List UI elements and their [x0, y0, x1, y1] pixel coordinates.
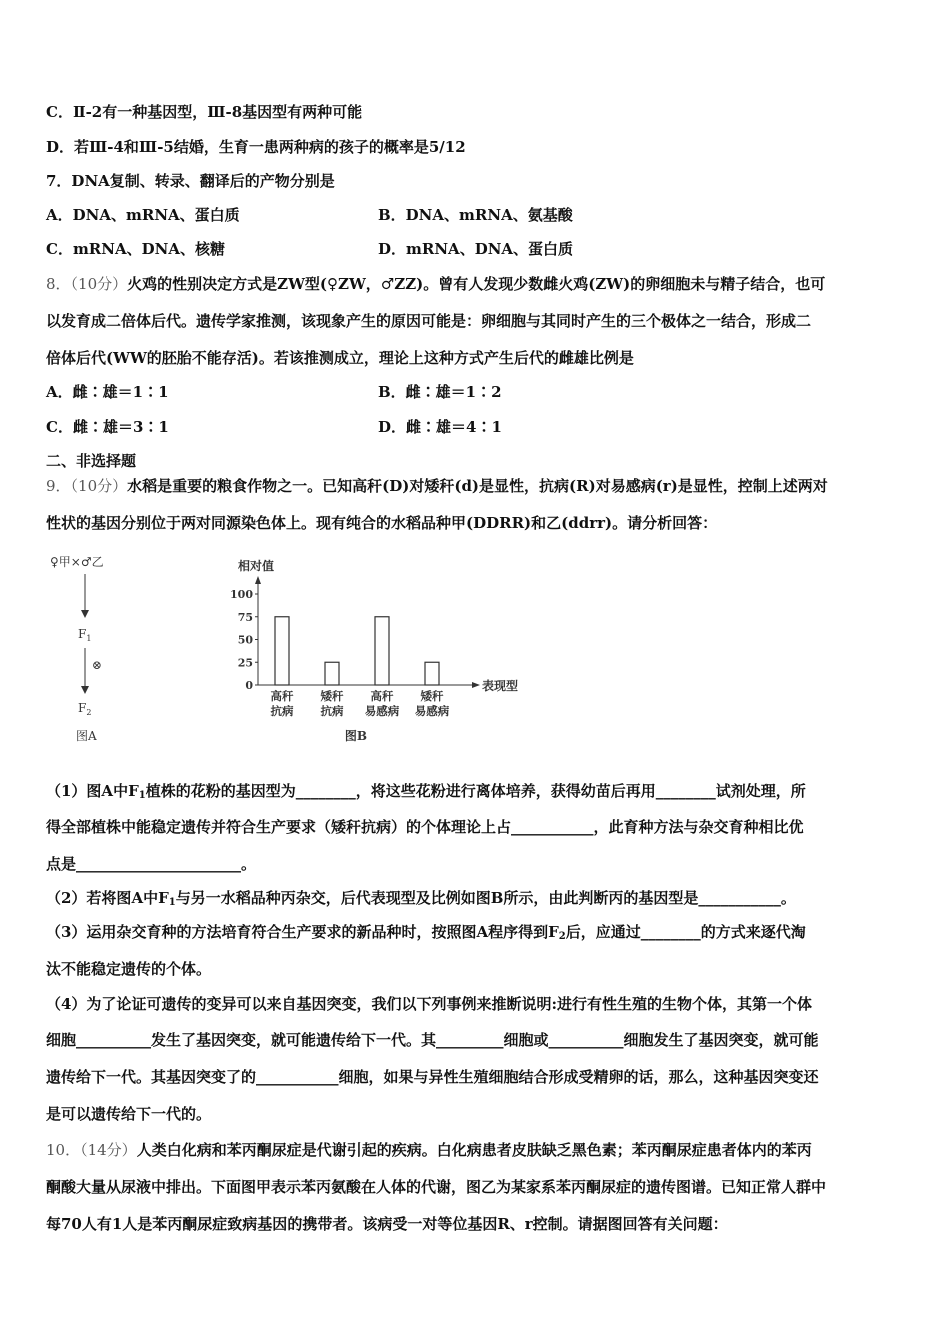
q10-line-3: 每70人有1人是苯丙酮尿症致病基因的携带者。该病受一对等位基因R、r控制。请据图回答有关问题： [46, 1215, 728, 1233]
q7-option-b: B．DNA、mRNA、氨基酸 [378, 206, 573, 224]
fig-a-arrowhead-2 [81, 686, 89, 694]
fig-a-f1: $F_1$ [78, 627, 92, 643]
fig-a-self-symbol: ⊗ [92, 658, 103, 672]
q9-number: 9． [46, 477, 71, 495]
q9-p2-a: （2）若将图A中F [46, 889, 169, 907]
y-tick-label: 50 [237, 633, 253, 647]
q9-p2-sub: 1 [168, 897, 176, 908]
q9-p2-b: 与另一水稻品种丙杂交，后代表现型及比例如图B所示，由此判断丙的基因型是___________。 [175, 889, 796, 907]
x-tick-label: 矮秆 [420, 689, 444, 703]
q9-p4-line-2: 细胞__________发生了基因突变，就可能遗传给下一代。其_________细胞或__________细胞发生了基因突变，就可能 [46, 1031, 819, 1049]
y-axis-label: 相对值 [238, 559, 275, 573]
y-tick-label: 75 [237, 610, 253, 624]
figure-a [48, 552, 148, 752]
q9-p1-line-3: 点是______________________。 [46, 855, 257, 873]
x-tick-label: 易感病 [364, 704, 400, 718]
q6-option-d: D．若Ⅲ-4和Ⅲ-5结婚，生育一患两种病的孩子的概率是5/12 [46, 138, 466, 156]
q9-line-1 [46, 476, 828, 496]
y-tick-label: 100 [230, 588, 253, 601]
q9-p3-line-2: 汰不能稳定遗传的个体。 [46, 960, 212, 978]
q7-option-d: D．mRNA、DNA、蛋白质 [378, 240, 574, 258]
fig-a-caption: 图A [76, 729, 97, 743]
q10-number: 10． [46, 1141, 81, 1159]
q9-p1-a: （1）图A中F [46, 782, 139, 800]
x-axis-label: 表现型 [482, 679, 519, 693]
q9-p1-sub: 1 [138, 790, 146, 801]
q9-p1-b: 植株的花粉的基因型为________，将这些花粉进行离体培养，获得幼苗后再用________试剂处理，所 [145, 782, 806, 800]
q8-number: 8． [46, 275, 71, 293]
fig-a-arrowhead-1 [81, 610, 89, 618]
q9-p1-line-2: 得全部植株中能稳定遗传并符合生产要求（矮秆抗病）的个体理论上占___________，此育种方法与杂交育种相比优 [46, 818, 804, 836]
bar [375, 617, 389, 685]
q8-line-3: 倍体后代(WW的胚胎不能存活)。若该推测成立，理论上这种方式产生后代的雌雄比例是 [46, 349, 634, 367]
q8-score: （10分） [70, 275, 128, 293]
q9-p2-line [46, 888, 796, 908]
x-tick-label: 矮秆 [320, 689, 344, 703]
fig-a-f2: $F_2$ [78, 701, 92, 717]
q9-p3-a: （3）运用杂交育种的方法培育符合生产要求的新品种时，按照图A程序得到F [46, 923, 559, 941]
q10-line-2: 酮酸大量从尿液中排出。下面图甲表示苯丙氨酸在人体的代谢，图乙为某家系苯丙酮尿症的遗传图谱。已知正常人群中 [46, 1178, 827, 1196]
fig-b-caption: 图B [344, 729, 368, 743]
q8-option-c: C．雌∶雄＝3∶1 [46, 418, 169, 436]
q8-option-a: A．雌∶雄＝1∶1 [46, 383, 169, 401]
x-tick-label: 高秆 [370, 689, 394, 703]
q9-p3-b: 后，应通过________的方式来逐代淘 [565, 923, 806, 941]
x-tick-label: 抗病 [320, 704, 344, 718]
q10-score: （14分） [80, 1141, 137, 1159]
q8-option-d: D．雌∶雄＝4∶1 [378, 418, 502, 436]
q7-option-a: A．DNA、mRNA、蛋白质 [46, 206, 240, 224]
q9-p3-sub: 2 [558, 931, 566, 942]
q9-p4-line-4: 是可以遗传给下一代的。 [46, 1105, 212, 1123]
bar [425, 662, 439, 685]
q10-text-1: 人类白化病和苯丙酮尿症是代谢引起的疾病。白化病患者皮肤缺乏黑色素；苯丙酮尿症患者体内的苯丙 [136, 1141, 812, 1159]
q9-p1-line-1 [46, 781, 806, 801]
y-tick-label: 25 [237, 656, 253, 670]
q8-text-1: 火鸡的性别决定方式是ZW型(♀ZW，♂ZZ)。曾有人发现少数雌火鸡(ZW)的卵细胞未与精子结合，也可 [127, 275, 826, 293]
q9-score: （10分） [70, 477, 128, 495]
q9-p4-line-1: （4）为了论证可遗传的变异可以来自基因突变，我们以下列事例来推断说明:进行有性生殖的生物个体，其第一个体 [46, 995, 812, 1013]
y-tick-label: 0 [245, 679, 253, 692]
x-tick-label: 高秆 [270, 689, 294, 703]
q9-p3-line-1 [46, 922, 806, 942]
q6-option-c: C．Ⅱ-2有一种基因型，Ⅲ-8基因型有两种可能 [46, 103, 363, 121]
q9-line-2: 性状的基因分别位于两对同源染色体上。现有纯合的水稻品种甲(DDRR)和乙(ddrr)。请分析回答： [46, 514, 718, 532]
bar [275, 617, 289, 685]
q8-line-1 [46, 274, 825, 294]
x-tick-label: 易感病 [414, 704, 450, 718]
q9-text-1: 水稻是重要的粮食作物之一。已知高秆(D)对矮秆(d)是显性，抗病(R)对易感病(r)是显性，控制上述两对 [127, 477, 828, 495]
fig-a-cross: ♀甲×♂乙 [50, 555, 104, 569]
section-heading: 二、非选择题 [46, 452, 137, 470]
x-tick-label: 抗病 [270, 704, 294, 718]
y-axis-arrow [255, 576, 261, 584]
x-axis-arrow [472, 682, 480, 688]
q7-stem: 7．DNA复制、转录、翻译后的产物分别是 [46, 172, 335, 190]
figure-b-chart [226, 552, 556, 752]
bar [325, 662, 339, 685]
q10-line-1 [46, 1140, 812, 1160]
q9-p4-line-3: 遗传给下一代。其基因突变了的___________细胞，如果与异性生殖细胞结合形成受精卵的话，那么，这种基因突变还 [46, 1068, 819, 1086]
q7-option-c: C．mRNA、DNA、核糖 [46, 240, 225, 258]
q8-option-b: B．雌∶雄＝1∶2 [378, 383, 502, 401]
q8-line-2: 以发育成二倍体后代。遗传学家推测，该现象产生的原因可能是：卵细胞与其同时产生的三个极体之一结合，形成二 [46, 312, 812, 330]
